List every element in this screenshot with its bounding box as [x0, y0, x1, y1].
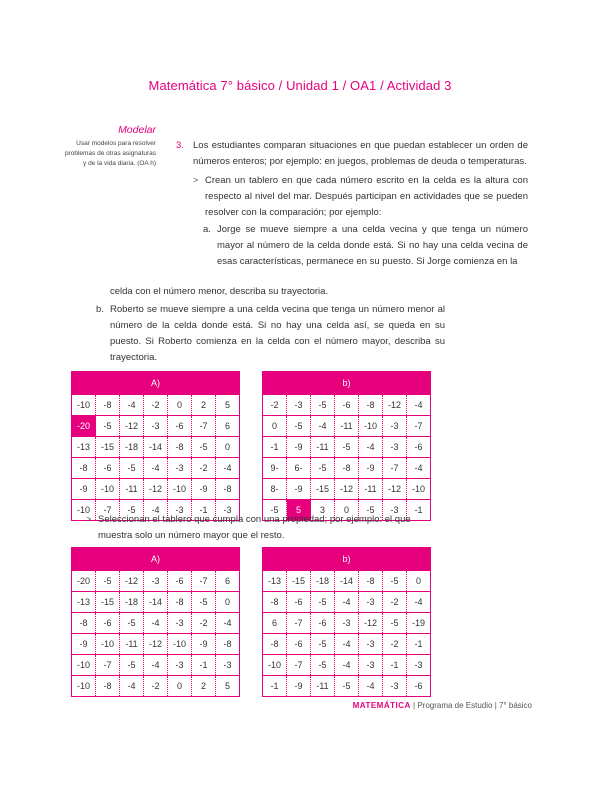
- table-cell: -5: [263, 500, 287, 521]
- table-row: [72, 634, 240, 655]
- table-cell: -4: [335, 592, 359, 613]
- item-a: [176, 222, 528, 270]
- item-a-continuation: celda con el número menor, describa su trayectoria.: [110, 286, 329, 297]
- table-cell: -8: [72, 458, 96, 479]
- table-cell: -7: [192, 571, 216, 592]
- table-cell: -4: [144, 613, 168, 634]
- sidebar: [64, 124, 156, 169]
- table-cell: -8: [263, 592, 287, 613]
- table-cell: 3: [311, 500, 335, 521]
- table-row: [263, 395, 431, 416]
- table-cell: -7: [383, 458, 407, 479]
- table-row: [263, 479, 431, 500]
- bullet-two: [86, 512, 428, 544]
- table-cell: 0: [168, 676, 192, 697]
- table-cell: 5: [216, 395, 240, 416]
- table-cell: 0: [168, 395, 192, 416]
- table-cell: -8: [168, 437, 192, 458]
- table-cell: -8: [359, 395, 383, 416]
- table-row: [263, 655, 431, 676]
- table-row: [263, 634, 431, 655]
- table-cell: -3: [168, 655, 192, 676]
- table-cell: -3: [359, 634, 383, 655]
- table-cell: -2: [144, 676, 168, 697]
- item-b-label: b.: [96, 304, 104, 315]
- table-cell: -3: [359, 592, 383, 613]
- table-title: A): [72, 372, 240, 395]
- table-cell: -5: [335, 437, 359, 458]
- table-cell: -11: [335, 416, 359, 437]
- table-row: [263, 676, 431, 697]
- table-cell: -6: [407, 437, 431, 458]
- bullet-one-text: Crean un tablero en que cada número escrito en la celda es la altura con respecto al nivel del mar. Después participan en actividades que se pueden resolver con la comparación; por ejemplo:: [205, 175, 528, 218]
- board-table-a2: [71, 547, 240, 697]
- table-cell: -1: [407, 500, 431, 521]
- bullet-one: [176, 173, 528, 221]
- table-cell: -15: [287, 571, 311, 592]
- sidebar-note: Usar modelos para resolver problemas de otras asignaturas y de la vida diaria. (OA h): [64, 140, 156, 167]
- table-cell: -11: [120, 479, 144, 500]
- footer: [353, 701, 532, 710]
- table-cell: -11: [311, 676, 335, 697]
- table-cell: -5: [311, 458, 335, 479]
- table-cell: -9: [192, 634, 216, 655]
- bullet-arrow-icon: >: [86, 514, 92, 524]
- table-row: [72, 416, 240, 437]
- table-cell: -14: [335, 571, 359, 592]
- table-cell: -7: [192, 416, 216, 437]
- table-cell: -6: [96, 458, 120, 479]
- table-cell: -5: [192, 592, 216, 613]
- table-cell: -2: [192, 458, 216, 479]
- table-cell: -6: [407, 676, 431, 697]
- footer-brand: MATEMÁTICA: [352, 701, 411, 710]
- table-cell: -5: [120, 458, 144, 479]
- table-cell: -5: [120, 613, 144, 634]
- table-cell: -9: [72, 634, 96, 655]
- table-cell: -3: [359, 655, 383, 676]
- table-cell: -5: [96, 416, 120, 437]
- table-row: [263, 571, 431, 592]
- table-cell: -10: [359, 416, 383, 437]
- table-cell: -1: [192, 500, 216, 521]
- table-cell: 5: [287, 500, 311, 521]
- table-cell: -5: [311, 592, 335, 613]
- table-row: [72, 479, 240, 500]
- table-row: [72, 571, 240, 592]
- table-cell: -12: [359, 613, 383, 634]
- table-cell: -10: [263, 655, 287, 676]
- table-cell: -3: [168, 500, 192, 521]
- table-cell: -7: [287, 613, 311, 634]
- table-title: b): [263, 372, 431, 395]
- table-cell: 0: [335, 500, 359, 521]
- item-a-label: a.: [203, 224, 211, 235]
- table-cell: -1: [263, 676, 287, 697]
- table-cell: -6: [96, 613, 120, 634]
- table-cell: -9: [72, 479, 96, 500]
- table-cell: -3: [383, 500, 407, 521]
- table-row: [72, 395, 240, 416]
- table-row: [263, 458, 431, 479]
- table-cell: -7: [96, 500, 120, 521]
- table-title: A): [72, 548, 240, 571]
- table-cell: 0: [407, 571, 431, 592]
- table-cell: -12: [120, 416, 144, 437]
- table-cell: -10: [96, 479, 120, 500]
- table-cell: -1: [407, 634, 431, 655]
- table-cell: -20: [72, 571, 96, 592]
- table-cell: -10: [168, 634, 192, 655]
- table-cell: -4: [144, 458, 168, 479]
- activity-number: 3.: [176, 140, 184, 151]
- table-cell: -9: [192, 479, 216, 500]
- table-cell: -12: [335, 479, 359, 500]
- bullet-arrow-icon: >: [193, 175, 199, 185]
- table-cell: -20: [72, 416, 96, 437]
- table-cell: -9: [287, 437, 311, 458]
- table-cell: -3: [168, 613, 192, 634]
- table-row: [263, 592, 431, 613]
- table-cell: -6: [168, 416, 192, 437]
- table-cell: 6: [216, 416, 240, 437]
- table-cell: -5: [120, 655, 144, 676]
- table-row: [263, 437, 431, 458]
- table-cell: -4: [216, 613, 240, 634]
- table-row: [72, 458, 240, 479]
- table-cell: -4: [120, 395, 144, 416]
- table-cell: -4: [144, 655, 168, 676]
- table-cell: -3: [144, 416, 168, 437]
- table-cell: -2: [383, 592, 407, 613]
- table-cell: -3: [383, 676, 407, 697]
- table-cell: -7: [407, 416, 431, 437]
- table-cell: -13: [72, 437, 96, 458]
- table-cell: -11: [359, 479, 383, 500]
- table-cell: 6: [216, 571, 240, 592]
- item-a-text: Jorge se mueve siempre a una celda vecina y que tenga un número mayor al número de la celda donde está. Si no hay una celda vecina de esas características, permanece en su puesto. Si Jorge comienza en la: [217, 224, 528, 267]
- table-cell: -3: [287, 395, 311, 416]
- table-cell: 0: [216, 592, 240, 613]
- table-cell: -8: [168, 592, 192, 613]
- table-row: [263, 416, 431, 437]
- table-cell: -5: [311, 395, 335, 416]
- item-b-text: Roberto se mueve siempre a una celda vecina que tenga un número menor al número de la celda donde está. Si no hay una celda así, se queda en su puesto. Si Roberto comienza en la celda con el número mayor, describa su trayectoria.: [110, 304, 445, 363]
- activity-body: [176, 138, 528, 270]
- table-row: [72, 613, 240, 634]
- table-cell: -10: [168, 479, 192, 500]
- table-cell: -6: [287, 592, 311, 613]
- table-cell: -8: [216, 634, 240, 655]
- table-cell: -5: [383, 571, 407, 592]
- table-cell: 9-: [263, 458, 287, 479]
- table-cell: -7: [96, 655, 120, 676]
- table-cell: -3: [383, 416, 407, 437]
- table-row: [72, 655, 240, 676]
- table-cell: -4: [120, 676, 144, 697]
- table-cell: -9: [287, 479, 311, 500]
- activity-intro-text: Los estudiantes comparan situaciones en que puedan establecer un orden de números enteros; por ejemplo: en juegos, problemas de deuda o temperaturas.: [193, 140, 528, 167]
- table-cell: -6: [335, 395, 359, 416]
- table-cell: -7: [287, 655, 311, 676]
- table-cell: 6: [263, 613, 287, 634]
- table-cell: -12: [383, 479, 407, 500]
- table-cell: -4: [407, 592, 431, 613]
- table-cell: -5: [311, 655, 335, 676]
- table-cell: -1: [192, 655, 216, 676]
- table-cell: -10: [72, 395, 96, 416]
- table-row: [263, 613, 431, 634]
- table-cell: -10: [72, 500, 96, 521]
- table-cell: -4: [335, 634, 359, 655]
- table-cell: -9: [287, 676, 311, 697]
- sidebar-tag: Modelar: [118, 124, 156, 136]
- table-cell: 2: [192, 395, 216, 416]
- table-cell: -13: [72, 592, 96, 613]
- table-cell: -4: [216, 458, 240, 479]
- table-cell: -8: [96, 395, 120, 416]
- board-table-a1: [71, 371, 240, 521]
- item-b: [96, 302, 445, 366]
- table-cell: -14: [144, 437, 168, 458]
- table-cell: -10: [96, 634, 120, 655]
- activity-intro: [176, 138, 528, 170]
- table-cell: -11: [120, 634, 144, 655]
- table-cell: -8: [216, 479, 240, 500]
- table-cell: -3: [216, 655, 240, 676]
- table-cell: -15: [96, 437, 120, 458]
- table-cell: -1: [383, 655, 407, 676]
- table-cell: -4: [335, 655, 359, 676]
- table-cell: -12: [144, 634, 168, 655]
- table-cell: -18: [311, 571, 335, 592]
- board-table-b1: [262, 371, 431, 521]
- table-row: [72, 592, 240, 613]
- table-cell: -8: [335, 458, 359, 479]
- table-cell: -4: [359, 676, 383, 697]
- table-cell: -4: [144, 500, 168, 521]
- footer-text: | Programa de Estudio | 7° básico: [410, 701, 532, 710]
- table-cell: -5: [287, 416, 311, 437]
- table-cell: -6: [311, 613, 335, 634]
- table-cell: -10: [72, 655, 96, 676]
- bullet-two-text: Seleccionan el tablero que cumpla con una propiedad; por ejemplo: el que muestra solo un número mayor que el resto.: [98, 514, 411, 541]
- table-cell: -8: [359, 571, 383, 592]
- table-cell: -5: [311, 634, 335, 655]
- table-cell: -3: [144, 571, 168, 592]
- table-cell: -9: [359, 458, 383, 479]
- table-cell: -8: [96, 676, 120, 697]
- table-cell: -2: [383, 634, 407, 655]
- table-cell: 0: [263, 416, 287, 437]
- table-cell: -10: [407, 479, 431, 500]
- table-cell: 2: [192, 676, 216, 697]
- table-cell: -5: [383, 613, 407, 634]
- table-cell: -2: [144, 395, 168, 416]
- table-cell: -4: [359, 437, 383, 458]
- table-cell: -15: [96, 592, 120, 613]
- board-table-b2: [262, 547, 431, 697]
- table-cell: 0: [216, 437, 240, 458]
- table-cell: -6: [168, 571, 192, 592]
- table-cell: -3: [383, 437, 407, 458]
- table-cell: -5: [120, 500, 144, 521]
- table-cell: -18: [120, 437, 144, 458]
- table-cell: -11: [311, 437, 335, 458]
- table-cell: -14: [144, 592, 168, 613]
- table-cell: -1: [263, 437, 287, 458]
- table-cell: -3: [407, 655, 431, 676]
- table-cell: -4: [407, 395, 431, 416]
- table-cell: -8: [263, 634, 287, 655]
- table-cell: -19: [407, 613, 431, 634]
- table-cell: -3: [335, 613, 359, 634]
- table-row: [72, 437, 240, 458]
- table-row: [72, 676, 240, 697]
- table-cell: -12: [120, 571, 144, 592]
- table-cell: 5: [216, 676, 240, 697]
- page-title: Matemática 7° básico / Unidad 1 / OA1 / Actividad 3: [148, 78, 452, 93]
- table-cell: -4: [311, 416, 335, 437]
- table-cell: -2: [192, 613, 216, 634]
- table-cell: -13: [263, 571, 287, 592]
- table-cell: -18: [120, 592, 144, 613]
- table-cell: -12: [383, 395, 407, 416]
- table-cell: -6: [287, 634, 311, 655]
- table-cell: -5: [96, 571, 120, 592]
- table-cell: -12: [144, 479, 168, 500]
- table-title: b): [263, 548, 431, 571]
- table-cell: -15: [311, 479, 335, 500]
- table-cell: -3: [168, 458, 192, 479]
- table-cell: -4: [407, 458, 431, 479]
- table-cell: -5: [335, 676, 359, 697]
- table-cell: 6-: [287, 458, 311, 479]
- table-cell: -3: [216, 500, 240, 521]
- table-cell: 8-: [263, 479, 287, 500]
- table-cell: -8: [72, 613, 96, 634]
- table-cell: -5: [192, 437, 216, 458]
- table-cell: -5: [359, 500, 383, 521]
- table-cell: -10: [72, 676, 96, 697]
- table-cell: -2: [263, 395, 287, 416]
